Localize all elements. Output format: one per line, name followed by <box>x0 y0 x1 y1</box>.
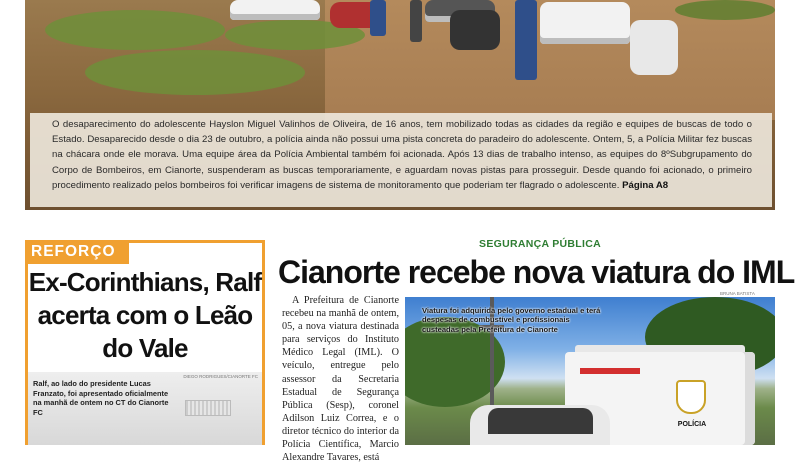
parked-car <box>230 0 320 20</box>
motorcycle <box>630 20 678 75</box>
caption-body: O desaparecimento do adolescente Hayslon Miguel Valinhos de Oliveira, de 16 anos, tem mobilizado todas as cidades da região e equipes de buscas de todo o Estado. Desaparecido desde o dia 23 de outubro, a polícia ainda não possui uma pista concreta do paradeiro do adolescente. Ontem, 5, a Polícia Militar fez buscas na chácara onde ele morava. Uma equipe área da Polícia Ambiental também foi acionada. Após 13 dias de trabalho intenso, as equipes do 8ºSubgrupamento do Corpo de Bombeiros, em Cianorte, suspenderam as buscas temporariamente, e aguardam novas pistas para prosseguir. Desde quando foi acionado, o primeiro procedimento realizado pelos bombeiros foi verificar imagens de sistema de monitoramento que poderiam ter flagrado o adolescente. <box>52 119 752 191</box>
police-badge-icon <box>676 380 706 414</box>
left-photo-credit: DIEGO RODRIGUES/CIANORTE FC <box>183 374 258 379</box>
main-photo-credit: BRUNA BATISTA <box>720 291 755 296</box>
parked-car <box>540 2 630 44</box>
main-headline[interactable]: Cianorte recebe nova viatura do IML <box>278 254 795 290</box>
left-story-headline[interactable]: Ex-Corinthians, Ralf acerta com o Leão do Vale <box>28 267 262 363</box>
grass-patch <box>85 50 305 95</box>
top-story-caption <box>52 117 752 193</box>
article-body: A Prefeitura de Cianorte recebeu na manhã de ontem, 05, a nova viatura destinada para serviços do Instituto Médico Legal (IML). O veículo, entregue pelo assessor da Secretaria Estadual de Segurança Pública (Sesp), coronel Adilson Luiz Correa, e o diretor técnico do interior da Polícia Científica, Marcio Alexandre Tavares, está <box>282 295 399 464</box>
left-story-kicker: REFORÇO <box>25 240 129 264</box>
ceiling-vent <box>185 400 231 416</box>
van-light-bar <box>580 368 640 374</box>
person <box>410 0 422 42</box>
main-photo-caption: Viatura foi adquirida pelo governo estadual e terá despesas de combustível e profissionais custeadas pela Prefeitura de Cianorte <box>422 306 601 334</box>
person <box>370 0 386 36</box>
motorcycle <box>450 10 500 50</box>
grass-patch <box>675 0 775 20</box>
grass-patch <box>45 10 225 50</box>
car-windshield <box>488 408 593 434</box>
section-label: SEGURANÇA PÚBLICA <box>479 238 601 250</box>
left-photo-caption: Ralf, ao lado do presidente Lucas Franzato, foi apresentado oficialmente na manhã de ontem no CT do Cianorte FC <box>33 379 169 417</box>
person <box>515 0 537 80</box>
page-reference: Página A8 <box>622 179 669 191</box>
van-label: POLÍCIA <box>677 421 707 428</box>
